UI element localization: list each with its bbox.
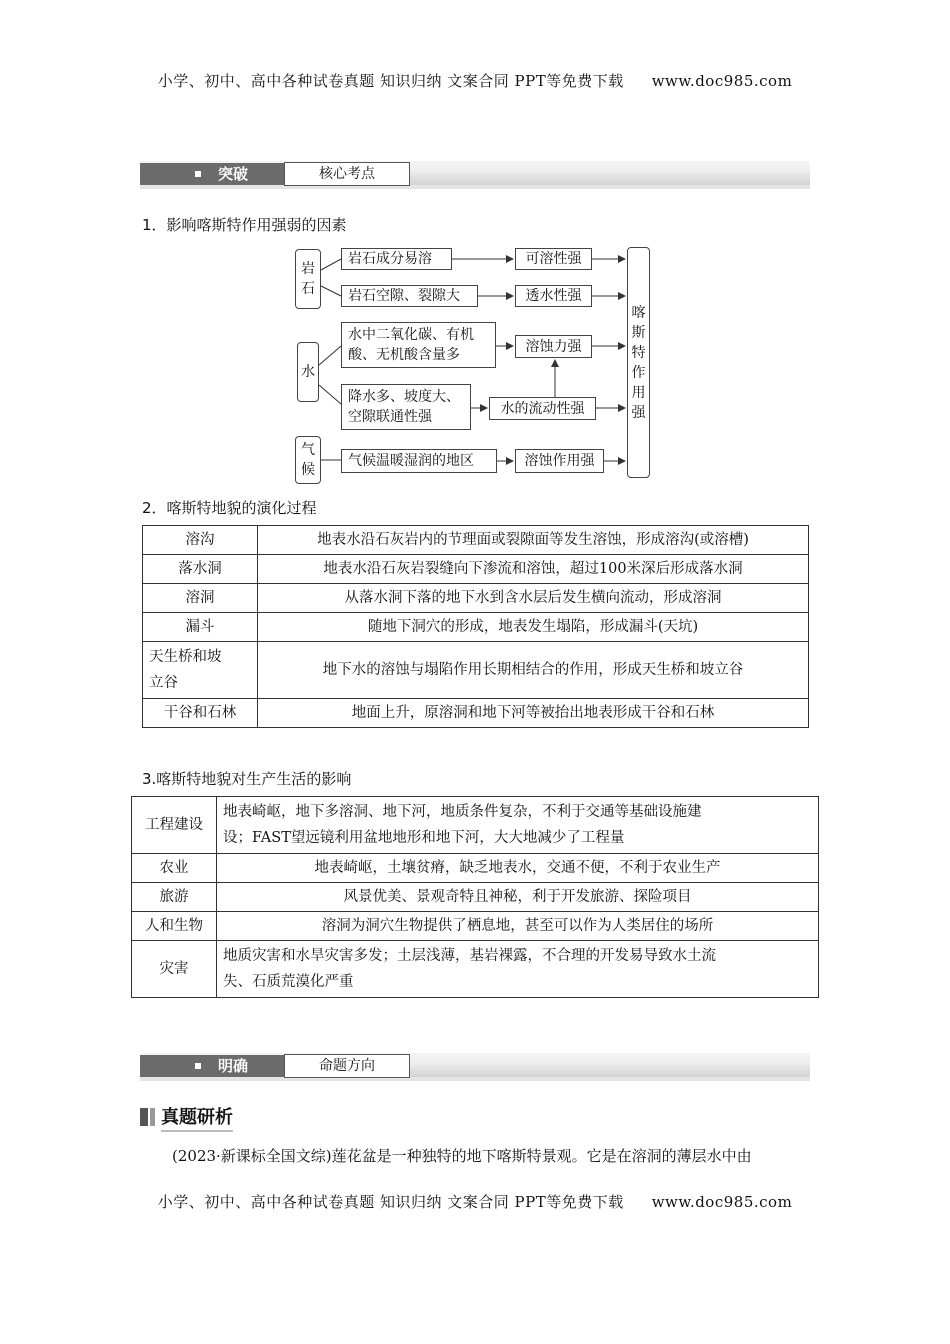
factor-group-rock: 岩 石 [295, 249, 321, 309]
factor-group-climate: 气 候 [295, 436, 321, 484]
section3-title: 3.喀斯特地貌对生产生活的影响 [142, 770, 352, 788]
box-rock-porous: 岩石空隙、裂隙大 [341, 285, 478, 307]
band-label-dark [140, 1055, 288, 1077]
section1-title: 1．影响喀斯特作用强弱的因素 [142, 216, 347, 234]
table-cell-value: 随地下洞穴的形成，地表发生塌陷，形成漏斗(天坑) [258, 613, 809, 642]
box-water-acid: 水中二氧化碳、有机 酸、无机酸含量多 [341, 322, 496, 368]
final-karst-strong: 喀 斯 特 作 用 强 [627, 247, 650, 478]
table-cell-value: 地面上升，原溶洞和地下河等被抬出地表形成干谷和石林 [258, 699, 809, 728]
heading-marker-icon [150, 1108, 155, 1126]
section2-title: 2．喀斯特地貌的演化过程 [142, 499, 317, 517]
footer-text: 小学、初中、高中各种试卷真题 知识归纳 文案合同 PPT等免费下载 [157, 1193, 624, 1211]
question-paragraph: (2023·新课标全国文综)莲花盆是一种独特的地下喀斯特景观。它是在溶洞的薄层水中由 [172, 1147, 752, 1165]
header-text: 小学、初中、高中各种试卷真题 知识归纳 文案合同 PPT等免费下载 [157, 72, 624, 90]
table-cell-value: 风景优美、景观奇特且神秘，利于开发旅游、探险项目 [217, 883, 819, 912]
table-cell-key: 落水洞 [143, 555, 258, 584]
band-label-box: 命题方向 [284, 1054, 410, 1078]
table-cell-key: 灾害 [132, 941, 217, 998]
table-cell-value: 溶洞为洞穴生物提供了栖息地，甚至可以作为人类居住的场所 [217, 912, 819, 941]
table-cell-key: 干谷和石林 [143, 699, 258, 728]
table-cell-key: 旅游 [132, 883, 217, 912]
band-left-text: 明确 [218, 1057, 249, 1075]
table-cell-value: 地表水沿石灰岩裂缝向下渗流和溶蚀，超过100米深后形成落水洞 [258, 555, 809, 584]
band-left-text: 突破 [218, 165, 249, 183]
table-row [132, 854, 819, 883]
table-cell-key: 农业 [132, 854, 217, 883]
diagram-connectors [0, 0, 950, 500]
table-cell-value: 地表崎岖，土壤贫瘠，缺乏地表水，交通不便，不利于农业生产 [217, 854, 819, 883]
footer-url[interactable]: www.doc985.com [651, 1193, 793, 1211]
table-cell-key: 天生桥和坡 立谷 [143, 642, 258, 699]
table-row [132, 941, 819, 998]
table-row [143, 555, 809, 584]
table-cell-value: 地表崎岖，地下多溶洞、地下河，地质条件复杂，不利于交通等基础设施建 设；FAST望远镜利用盆地地形和地下河，大大地减少了工程量 [217, 797, 819, 854]
section-band-direction [140, 1053, 810, 1081]
result-permeability: 透水性强 [515, 285, 592, 307]
table-cell-key: 溶沟 [143, 526, 258, 555]
table-cell-value: 从落水洞下落的地下水到含水层后发生横向流动，形成溶洞 [258, 584, 809, 613]
table-row [143, 584, 809, 613]
square-bullet-icon [195, 1063, 201, 1069]
box-water-flow: 降水多、坡度大、 空隙联通性强 [341, 384, 471, 430]
band-label-box: 核心考点 [284, 162, 410, 186]
table-row [132, 797, 819, 854]
table-row [143, 699, 809, 728]
box-climate: 气候温暖湿润的地区 [341, 449, 497, 473]
table-cell-key: 漏斗 [143, 613, 258, 642]
table-cell-value: 地下水的溶蚀与塌陷作用长期相结合的作用，形成天生桥和坡立谷 [258, 642, 809, 699]
page-footer [0, 1191, 950, 1212]
result-flow: 水的流动性强 [489, 397, 596, 420]
table-row [132, 883, 819, 912]
table-cell-key: 工程建设 [132, 797, 217, 854]
heading-marker-icon [140, 1108, 148, 1126]
zhenti-heading: 真题研析 [140, 1103, 233, 1129]
table-row [132, 912, 819, 941]
factor-group-water: 水 [297, 342, 319, 402]
evolution-table [142, 525, 809, 728]
table-cell-key: 人和生物 [132, 912, 217, 941]
result-solubility: 可溶性强 [515, 248, 592, 270]
band-rail [410, 1065, 810, 1077]
table-row [143, 613, 809, 642]
result-dissolution-power: 溶蚀力强 [515, 335, 592, 358]
table-cell-key: 溶洞 [143, 584, 258, 613]
impact-table [131, 796, 819, 998]
table-cell-value: 地表水沿石灰岩内的节理面或裂隙面等发生溶蚀，形成溶沟(或溶槽) [258, 526, 809, 555]
table-row [143, 526, 809, 555]
header-url[interactable]: www.doc985.com [651, 72, 793, 90]
table-cell-value: 地质灾害和水旱灾害多发；土层浅薄，基岩裸露，不合理的开发易导致水土流 失、石质荒漠化严重 [217, 941, 819, 998]
result-dissolution-action: 溶蚀作用强 [515, 449, 604, 473]
table-row [143, 642, 809, 699]
box-rock-soluble: 岩石成分易溶 [341, 248, 452, 270]
